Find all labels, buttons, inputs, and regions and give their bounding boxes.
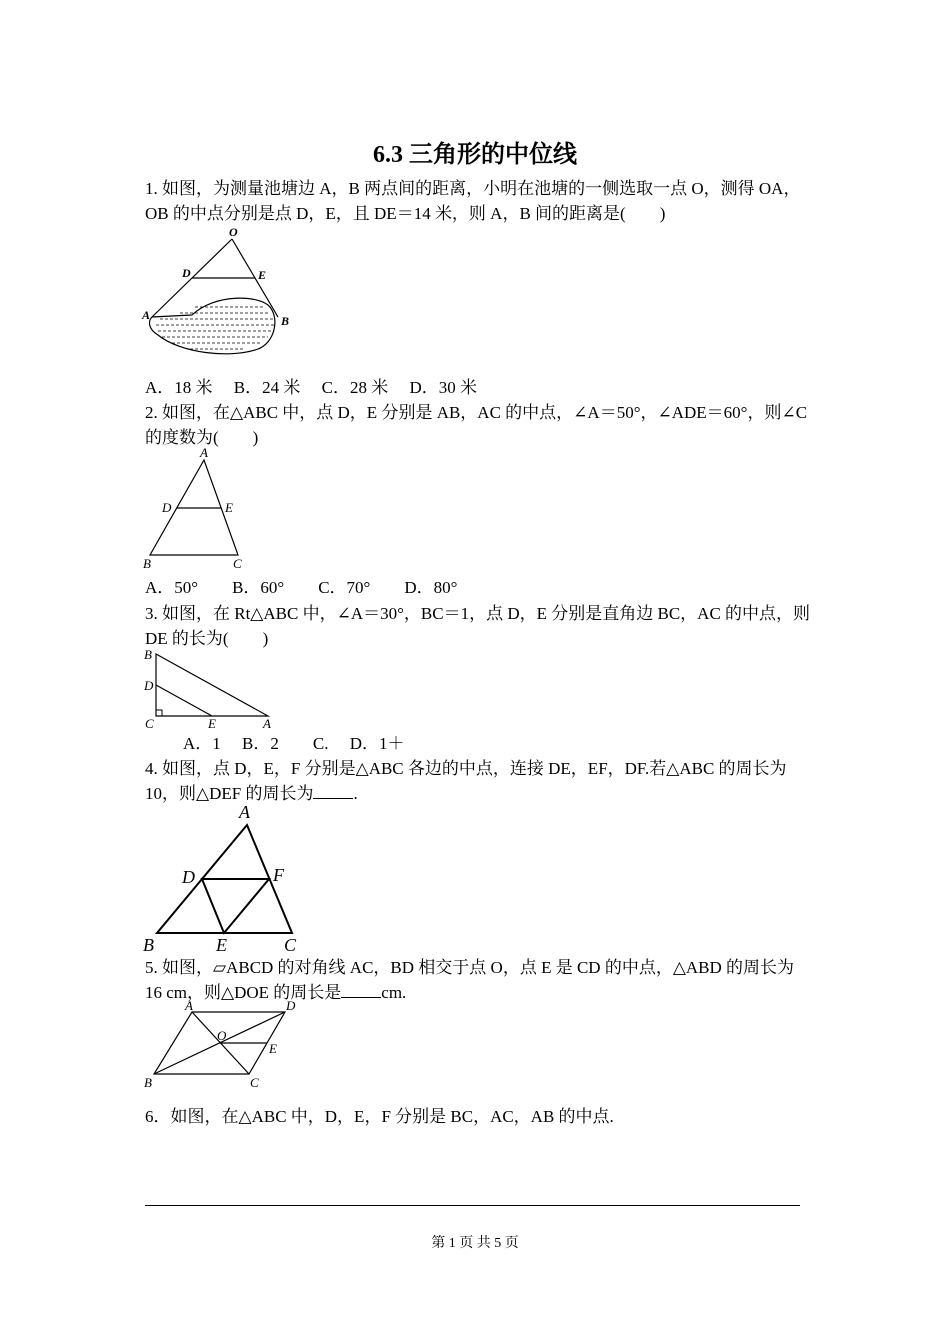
- label-a: A: [239, 802, 250, 822]
- question-4-stem: 4. 如图，点 D，E，F 分别是△ABC 各边的中点，连接 DE，EF，DF.若△ABC 的周长为 10，则△DEF 的周长为: [145, 759, 787, 803]
- question-2-figure: [140, 445, 255, 573]
- question-3-options: A．1 B．2 C. D．1＋: [183, 734, 405, 753]
- label-e: E: [225, 500, 233, 515]
- footer-rule: [145, 1205, 800, 1206]
- label-d: D: [182, 266, 191, 280]
- question-6-text: 6．如图，在△ABC 中，D，E，F 分别是 BC，AC，AB 的中点.: [145, 1107, 614, 1126]
- label-o: O: [217, 1028, 227, 1043]
- label-d: D: [286, 998, 296, 1013]
- label-c: C: [233, 556, 242, 571]
- label-d: D: [144, 678, 154, 693]
- label-b: B: [143, 935, 154, 955]
- label-b: B: [144, 647, 152, 662]
- label-a: A: [200, 445, 208, 460]
- question-1-figure: [140, 225, 310, 375]
- page-footer: 第 1 页 共 5 页: [431, 1236, 519, 1251]
- page-title: 6.3 三角形的中位线: [373, 142, 577, 168]
- triangle-abc: [156, 654, 268, 716]
- question-5-stem: 5. 如图，▱ABCD 的对角线 AC，BD 相交于点 O，点 E 是 CD 的中点，△ABD 的周长为 16 cm，则△DOE 的周长是: [145, 958, 795, 1002]
- label-o: O: [229, 225, 238, 239]
- label-b: B: [281, 314, 290, 328]
- right-angle-mark: [156, 710, 162, 716]
- label-e: E: [216, 935, 227, 955]
- label-b: B: [143, 556, 151, 571]
- question-1-options: A．18 米 B．24 米 C．28 米 D．30 米: [145, 378, 477, 397]
- question-5-figure: [140, 998, 305, 1090]
- label-a: A: [185, 998, 193, 1013]
- label-d: D: [182, 867, 195, 887]
- label-f: F: [273, 865, 284, 885]
- label-c: C: [284, 935, 297, 955]
- label-c: C: [145, 716, 154, 731]
- label-a: A: [263, 716, 271, 731]
- label-a: A: [142, 308, 151, 322]
- question-3-figure: [140, 645, 280, 732]
- question-2-options: A．50° B．60° C．70° D．80°: [145, 578, 458, 597]
- answer-blank[interactable]: [341, 983, 381, 998]
- question-5-end: cm.: [381, 983, 407, 1002]
- pond-shape: [150, 298, 275, 354]
- question-4-text: [145, 756, 815, 806]
- question-2-text: 2. 如图，在△ABC 中，点 D，E 分别是 AB，AC 的中点，∠A＝50°，∠ADE＝60°，则∠C 的度数为( ): [145, 403, 808, 447]
- label-b: B: [144, 1075, 152, 1090]
- question-1-text: 1. 如图，为测量池塘边 A，B 两点间的距离，小明在池塘的一侧选取一点 O，测得 OA，OB 的中点分别是点 D，E，且 DE＝14 米，则 A，B 间的距离是( ): [145, 179, 801, 223]
- triangle-def: [202, 879, 269, 933]
- label-d: D: [162, 500, 172, 515]
- label-e: E: [269, 1041, 277, 1056]
- segment-de: [156, 685, 212, 716]
- label-c: C: [250, 1075, 259, 1090]
- question-3-text: 3. 如图，在 Rt△ABC 中，∠A＝30°，BC＝1，点 D，E 分别是直角边 BC，AC 的中点，则 DE 的长为( ): [145, 604, 811, 648]
- answer-blank[interactable]: [313, 784, 353, 799]
- question-4-figure: [140, 800, 310, 955]
- label-e: E: [208, 716, 216, 731]
- question-4-end: .: [353, 784, 358, 803]
- label-e: E: [258, 268, 267, 282]
